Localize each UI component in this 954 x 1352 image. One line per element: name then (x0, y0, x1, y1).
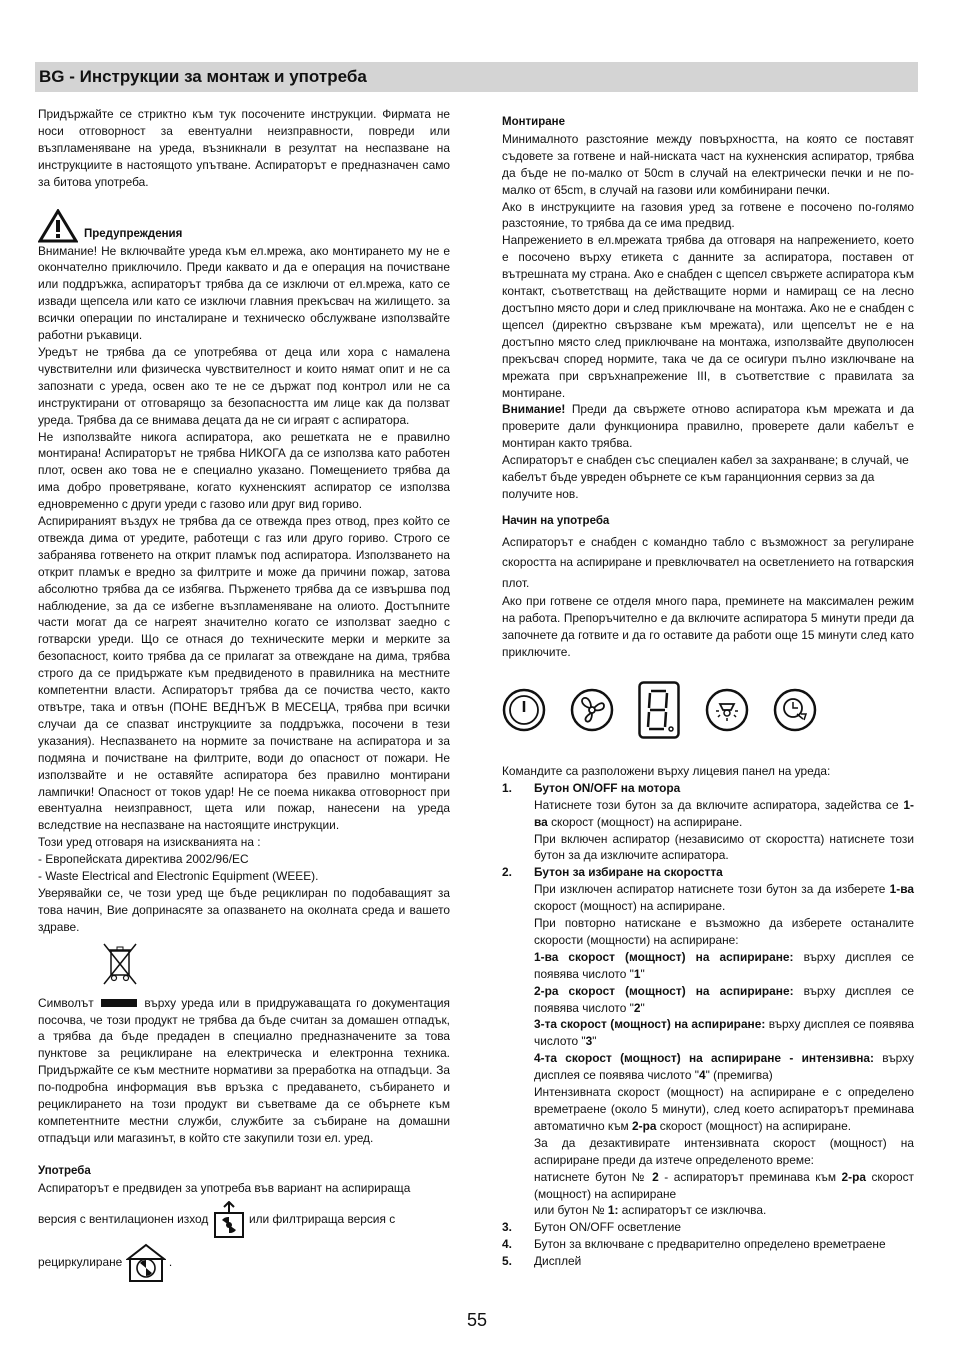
deact-b3: аспираторът се изключва. (618, 1203, 767, 1218)
control-panel (502, 679, 914, 741)
item2-text-a (534, 881, 914, 915)
intensive-c: скорост (мощност) на аспириране. (656, 1118, 852, 1133)
speed-4-text: върху дисплея се появява числото " (534, 1051, 915, 1083)
digit-display-icon (638, 681, 680, 739)
quote: " (640, 966, 645, 981)
right-column (502, 106, 914, 1270)
item-number: 3. (502, 1220, 512, 1235)
fan-speed-icon (570, 688, 614, 732)
speed-1-text: върху дисплея се появява числото " (534, 949, 914, 981)
item-text: Дисплей (534, 1254, 582, 1269)
item-title: Бутон за избиране на скоростта (534, 865, 723, 880)
item-text: Бутон за включване с предварително определено времетраене (534, 1237, 886, 1252)
warning-text-3: Не използвайте никога аспиратора, ако решетката не е правилно монтирана! Аспираторът не трябва НИКОГА да се използва като работен плот, освен ако това не е специално указано. Помещението трябва да има добро проветряване, когато кухненският аспиратор се използва едновременно с други уреди с газово или друг вид гориво. (38, 429, 450, 512)
recirculation-icon (126, 1243, 166, 1283)
intensive-a: Интензивната скорост (мощност) на аспириране е с определено времетраене (около 5 минути), след което аспираторът преминава автоматично към (534, 1085, 914, 1133)
weee-bin-icon (100, 940, 140, 988)
item2-a2: 1-ва (889, 882, 914, 897)
use-text-5: . (168, 1254, 173, 1269)
power-button-icon (502, 688, 546, 732)
item-title: Бутон ON/OFF на мотора (534, 780, 681, 795)
mount-text-4 (502, 401, 914, 452)
speed-1 (534, 949, 914, 983)
directive-text: - Европейската директива 2002/96/EC (38, 852, 249, 867)
speed-4-num: 4 (699, 1068, 706, 1083)
mount-text-5: Аспираторът е снабден със специален кабел за захранване; в случай, че кабелът бъде увреден обърнете се към гаранционния сервиз за да получите нов. (502, 453, 909, 501)
deact-a2: 2 (652, 1169, 659, 1184)
use-line-4 (38, 1243, 450, 1283)
intensive-text (534, 1084, 914, 1135)
speed-2 (534, 983, 914, 1017)
speed-2-num: 2 (633, 1000, 641, 1015)
warnings-title: Предупреждения (84, 227, 183, 240)
deactivate-a (534, 1169, 914, 1203)
quote: " (592, 1034, 597, 1049)
list-item (502, 1236, 914, 1253)
light-button-icon (705, 688, 749, 732)
deact-a3: - аспираторът преминава към (658, 1169, 842, 1184)
mount-text-1: Минималното разстояние между повърхността, на която се поставят съдовете за готвене и най-ниската част на кухненския аспиратор, трябва да бъде не по-малко от 50cm в случай на електрически печки и не по-малко от 65cm, в случай на газови или комбинирани печки. (502, 131, 914, 197)
use-text-1: Аспираторът е предвиден за употреба във вариант на аспирираща (38, 1180, 411, 1195)
warning-text-4: Аспирираният въздух не трябва да се отвежда през отвод, през който се отвежда дима от уредите, работещи с газ или друго гориво. Строго се забранява готвенето на открит пламък под аспиратора. Използването на открит пламък е вредно за филтрите и може да причини пожар, затова абсолютно трябва да се избягва. Пърженето трябва да се извършва под наблюдение, за да се избегне възпламеняване на олиото. Достъпните части могат да се нагреят значително когато се използват заедно с готварски уреди. Що се отнася до техническите мерки и мерките за безопасност, които трябва да се прилагат за отвеждане на дима, трябва строго да се придържате към предвиденото в правилника на местните компетентни власти. Аспираторът трябва да се почиства често, както отвътре, така и отвън (ПОНЕ ВЕДНЪЖ В МЕСЕЦА, трябва при всички случаи да се спазват инструкциите за поддръжка, посочени в тези указания). Неспазването на нормите за почистване на аспиратора и за подмяна и почистване на филтрите, води до опасност от пожари. Не използвайте и не оставяйте аспиратора без правилно монтирани лампички! Опасност от токов удар! Не се поема никаква отговорност при евентуална неизправност, щета или пожар, нанесени на уреда вследствие на неспазване на настоящите инструкции. (38, 514, 450, 833)
deact-b1: или бутон № (534, 1203, 608, 1218)
mount-text-3: Напрежението в ел.мрежата трябва да отговаря на напрежението, което е посочено върху етикета с данните за аспиратора, поставен от вътрешната му страна. Ако е снабден с щепсел свържете аспиратора към контакт, съответстващ на действащите норми и намиращ се на лесно достъпно място дори и след приключване на монтажа. Ако не е снабден с щепсел (директно свързване към мрежата), или щепселът не е на достъпно място след приключване на монтажа, използвайте двуполюсен прекъсвач според нормите, така че да се осигури пълно изключване на мрежата при свръхнапрежение III, в съответствие с правилата за монтиране. (502, 233, 915, 400)
panel-intro: Командите са разположени върху лицевия панел на уреда: (502, 763, 831, 778)
list-item (502, 1253, 914, 1270)
item-number: 4. (502, 1237, 512, 1252)
controls-list (502, 780, 914, 1270)
item-number: 5. (502, 1254, 512, 1269)
intro-paragraph: Придържайте се стриктно към тук посочените инструкции. Фирмата не носи отговорност за евентуални неизправности, повреди или възпламеняване на уреда, възникнали в резултат на неспазване на инструкциите в настоящото упътване. Аспираторът е предназначен само за битова употреба. (38, 107, 450, 189)
item-text: Бутон ON/OFF осветление (534, 1220, 682, 1235)
page-number: 55 (466, 1310, 488, 1330)
item-number: 2. (502, 865, 512, 880)
deact-a1: натиснете бутон № (534, 1169, 653, 1184)
deactivate-b (534, 1202, 914, 1219)
speed-3-num: 3 (585, 1034, 593, 1049)
quote: " (640, 1000, 645, 1015)
mount-title: Монтиране (502, 116, 566, 128)
item-number: 1. (502, 780, 512, 795)
use-title: Употреба (38, 1164, 91, 1177)
item2-a3: скорост (мощност) на аспириране. (534, 899, 726, 914)
weee-text: - Waste Electrical and Electronic Equipment (WEEE). (38, 869, 319, 884)
speed-4 (534, 1050, 914, 1084)
symbol-text-before: Символът (38, 995, 94, 1010)
page-title: BG - Инструкции за монтаж и употреба (39, 67, 367, 86)
warning-text-1: Внимание! Не включвайте уреда към ел.мрежа, ако монтирането му не е окончателно приключило. Преди каквато и да е операция на почистване или поддръжка, аспираторът трябва да се изключи от ел.мрежа, като се извади щепсела или като се изключи главния прекъсвач на жилището. за всички операции по инсталиране и техническо обслужване използвайте работни ръкавици. (38, 243, 450, 343)
howto-text-2: Ако при готвене се отделя много пара, преминете на максимален режим на работа. Препоръчително е да включите аспиратора 5 минути преди да започнете да готвите и да го оставите да работи още 15 минути след като приключите. (502, 594, 914, 659)
warnings-heading (38, 209, 450, 243)
use-text-4: рециркулиране (38, 1254, 123, 1269)
left-column (38, 106, 450, 1283)
speed-2-label: 2-ра скорост (мощност) на аспириране: (534, 983, 794, 998)
speed-3 (534, 1016, 914, 1050)
item1-a3: скорост (мощност) на аспириране. (547, 814, 743, 829)
intensive-b: 2-ра (632, 1118, 657, 1133)
deact-b2: 1: (607, 1203, 619, 1218)
attention-label: Внимание! (502, 402, 566, 417)
mount-text-2: Ако в инструкциите на газовия уред за готвене е посочено по-голямо разстояние, то трябва да се има предвид. (502, 199, 914, 231)
timer-button-icon (773, 688, 817, 732)
list-item (502, 864, 914, 1219)
speed-4-label: 4-та скорост (мощност) на аспириране - интензивна: (534, 1051, 874, 1066)
list-item (502, 780, 914, 865)
use-line-2 (38, 1201, 450, 1239)
item2-text-b: При повторно натискане е възможно да изберете останалите скорости (мощности) на аспириране: (534, 916, 914, 947)
item1-text-a (534, 797, 914, 831)
list-item (502, 1219, 914, 1236)
use-text-2: версия с вентилационен изход (38, 1211, 209, 1226)
deactivate-text: За да дезактивирате интензивната скорост (мощност) на аспириране преди да изтече определеното време: (534, 1135, 914, 1167)
howto-title: Начин на употреба (502, 514, 610, 527)
mount-text-4-body: Преди да свържете отново аспиратора към мрежата и да проверите дали функционира правилно, проверете дали кабелът е монтиран както трябва. (502, 402, 914, 451)
warning-text-2: Уредът не трябва да се употребява от деца или хора с намалена чувствителни или физическа чувствителност и които нямат опит и не са запознати с уреда, освен ако те не се държат под контрол или не са инструктирани от отговарящо за безопасността им лице как да ползват уреда. Трябва да се внимава децата да не си играят с аспиратора. (38, 344, 450, 427)
item1-a1: Натиснете този бутон за да включите аспиратора, задейства се (534, 797, 904, 812)
howto-text-1: Аспираторът е снабден с командно табло с възможност за регулиране скоростта на аспириране и превключвател на осветлението на готварския плот. (502, 534, 914, 590)
vent-outlet-icon (212, 1201, 246, 1239)
speed-4-tail: " (премигва) (705, 1068, 773, 1083)
black-bar-symbol (101, 999, 137, 1007)
speed-1-label: 1-ва скорост (мощност) на аспириране: (534, 949, 794, 964)
compliance-text: Този уред отговаря на изискванията на : (38, 835, 261, 850)
deact-a5: скорост (мощност) на аспириране (534, 1169, 914, 1201)
deact-a4: 2-ра (841, 1169, 866, 1184)
speed-1-num: 1 (633, 966, 641, 981)
recycle-text: Уверявайки се, че този уред ще бъде рециклиран по подобаващият за това начин, Вие допринасяте за опазването на околната среда и вашето здраве. (38, 885, 450, 934)
symbol-paragraph (38, 995, 450, 1147)
use-text-3: или филтрираща версия с (248, 1211, 396, 1226)
item1-text-b: При включен аспиратор (независимо от скоростта) натиснете този бутон за да изключите аспиратора. (534, 831, 914, 863)
speed-2-text: върху дисплея се появява числото " (534, 983, 914, 1015)
item2-a1: При изключен аспиратор натиснете този бутон за да изберете (534, 882, 890, 897)
item1-a2: 1-ва (534, 797, 914, 829)
warning-triangle-icon (38, 209, 78, 243)
section-header (35, 62, 918, 92)
symbol-text-after: върху уреда или в придружаващата го документация посочва, че този продукт не трябва да бъде считан за домашен отпадък, а трябва да бъде предаден в специално предназначените за това пунктове за рециклиране на електрическа и електронна техника. Придържайте се към местните нормативи за преработка на отпадъци. За по-подробна информация във връзка с предаването, събирането и рециклирането на този продукт ви съветваме да се обърнете към компетентните местни служби, службите за събиране на домашни отпадъци или магазинът, в който сте закупили този ел. уред. (38, 995, 450, 1145)
speed-3-text: върху дисплея се появява числото " (534, 1017, 914, 1049)
speed-3-label: 3-та скорост (мощност) на аспириране: (534, 1017, 766, 1032)
